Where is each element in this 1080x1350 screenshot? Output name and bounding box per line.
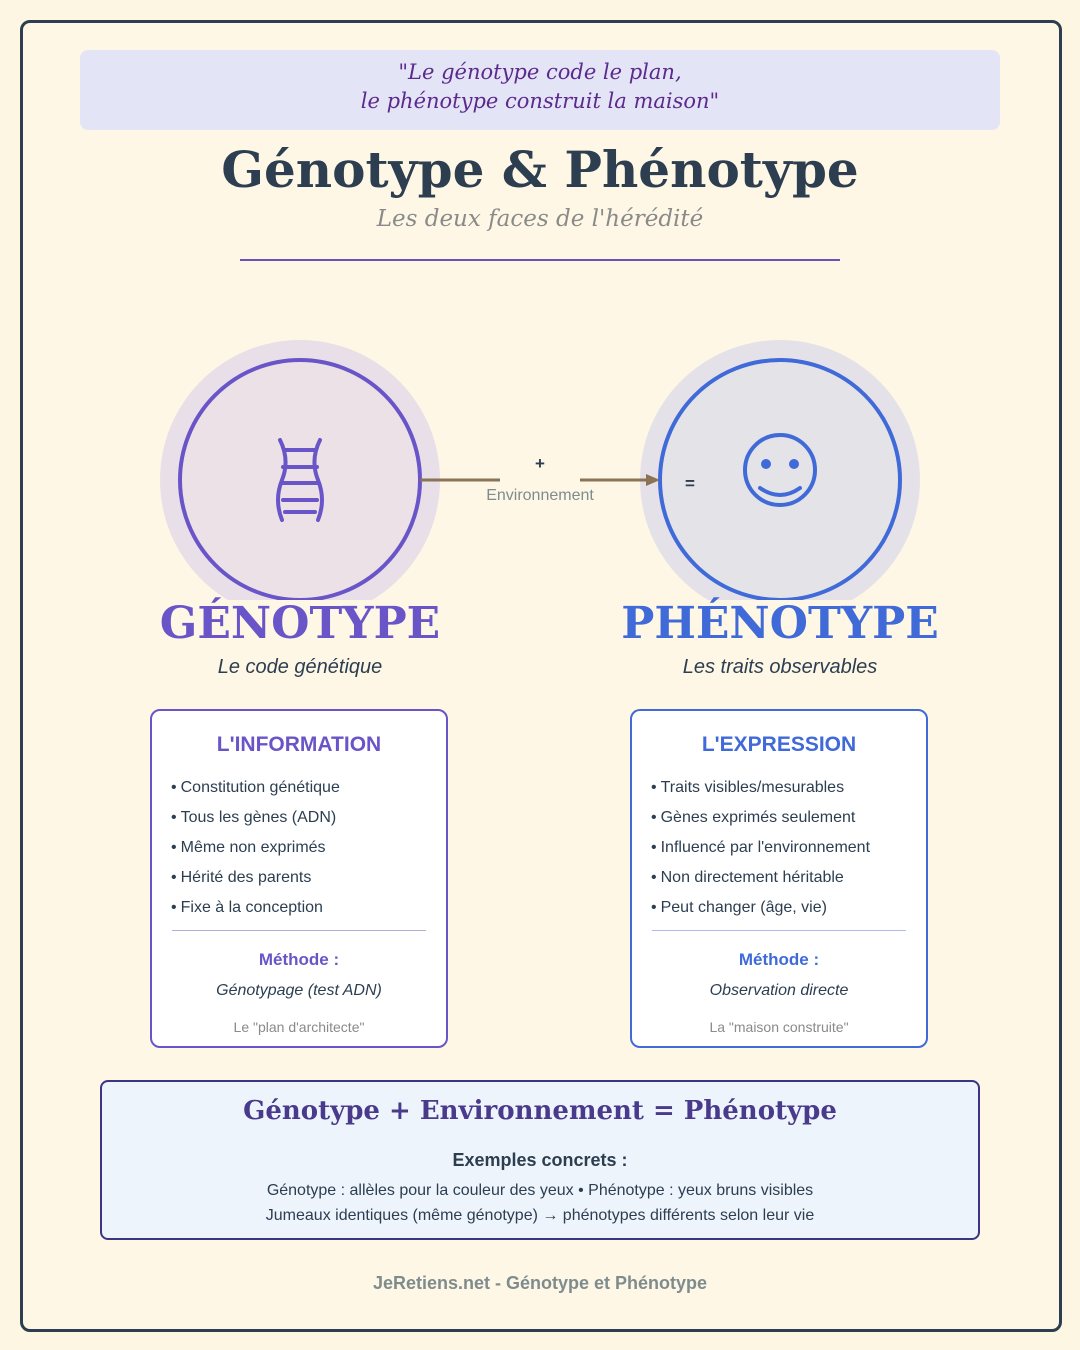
- example-line-2: Jumeaux identiques (même génotype) → phénotypes différents selon leur vie: [265, 1207, 815, 1224]
- list-item: • Peut changer (âge, vie): [651, 899, 827, 916]
- genotype-sublabel: Le code génétique: [217, 656, 383, 678]
- genotype-method-label: Méthode :: [258, 950, 340, 969]
- equals-sign: =: [685, 474, 695, 493]
- phenotype-card-list: [651, 773, 870, 923]
- phenotype-card-title: L'EXPRESSION: [701, 733, 857, 756]
- genotype-card-list: [171, 773, 340, 923]
- quote-line-2: le phénotype construit la maison": [360, 89, 720, 113]
- phenotype-card: [630, 709, 928, 1048]
- example-line-1: Génotype : allèles pour la couleur des yeux • Phénotype : yeux bruns visibles: [266, 1182, 814, 1199]
- phenotype-card-divider: [652, 930, 906, 931]
- phenotype-method: Observation directe: [709, 982, 849, 999]
- list-item: • Non directement héritable: [651, 869, 844, 886]
- list-item: • Influencé par l'environnement: [651, 839, 871, 856]
- list-item: • Tous les gènes (ADN): [171, 809, 337, 826]
- genotype-card-title: L'INFORMATION: [216, 733, 382, 756]
- page-subtitle: Les deux faces de l'hérédité: [376, 206, 704, 232]
- environment-label: Environnement: [486, 487, 594, 504]
- quote-box: [80, 50, 1000, 130]
- genotype-label: GÉNOTYPE: [159, 598, 441, 649]
- genotype-method: Génotypage (test ADN): [216, 982, 382, 999]
- genotype-phenotype-diagram: [0, 280, 1080, 600]
- genotype-card: [150, 709, 448, 1048]
- summary-box: [100, 1080, 980, 1240]
- phenotype-circle: [660, 360, 900, 600]
- list-item: • Hérité des parents: [171, 869, 312, 886]
- genotype-circle: [180, 360, 420, 600]
- examples-title: Exemples concrets :: [452, 1150, 628, 1170]
- list-item: • Gènes exprimés seulement: [651, 809, 856, 826]
- phenotype-note: La "maison construite": [709, 1019, 849, 1035]
- quote-line-1: "Le génotype code le plan,: [398, 60, 682, 84]
- list-item: • Traits visibles/mesurables: [651, 779, 845, 796]
- summary-formula: Génotype + Environnement = Phénotype: [243, 1096, 837, 1126]
- genotype-card-divider: [172, 930, 426, 931]
- phenotype-sublabel: Les traits observables: [682, 656, 878, 678]
- footer-credit: JeRetiens.net - Génotype et Phénotype: [372, 1273, 708, 1293]
- page-title: Génotype & Phénotype: [221, 140, 859, 199]
- plus-sign: +: [535, 454, 545, 473]
- genotype-note: Le "plan d'architecte": [233, 1019, 365, 1035]
- phenotype-method-label: Méthode :: [738, 950, 820, 969]
- title-divider: [240, 259, 840, 261]
- list-item: • Fixe à la conception: [171, 899, 323, 916]
- list-item: • Constitution génétique: [171, 779, 340, 796]
- phenotype-label: PHÉNOTYPE: [621, 598, 939, 649]
- list-item: • Même non exprimés: [171, 839, 326, 856]
